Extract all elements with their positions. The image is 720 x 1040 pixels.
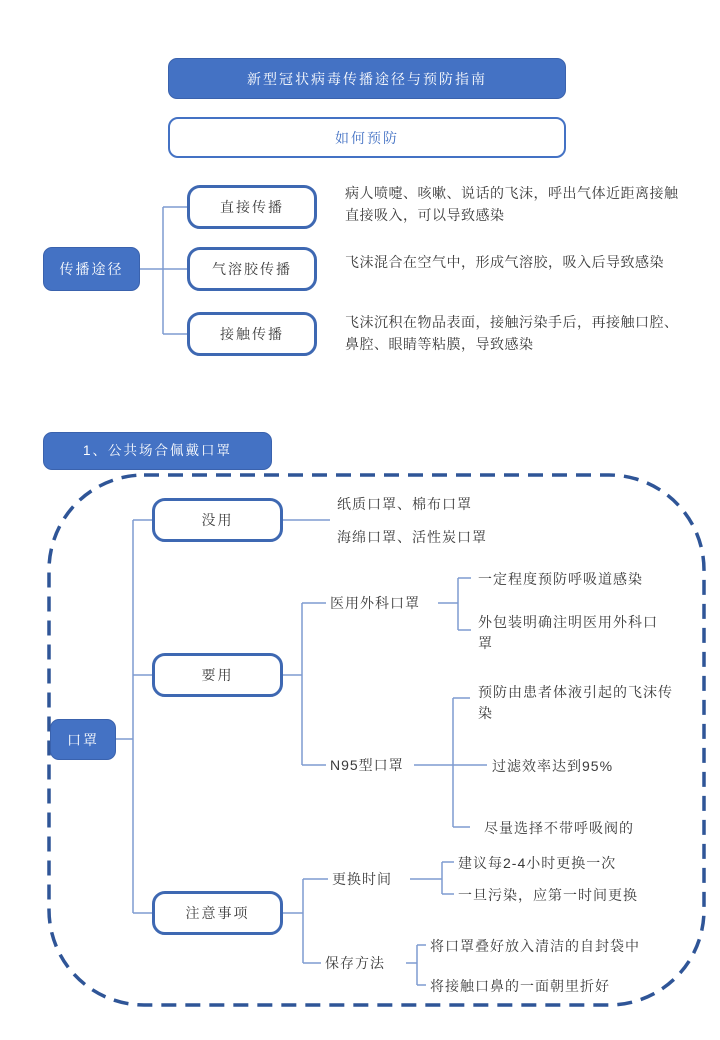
how-to-prevent-node: 如何预防 — [168, 117, 566, 158]
leaf-replace-2-4h: 建议每2-4小时更换一次 — [458, 855, 617, 871]
leaf-sponge-carbon-mask: 海绵口罩、活性炭口罩 — [337, 529, 487, 545]
leaf-replace-polluted: 一旦污染，应第一时间更换 — [458, 887, 638, 903]
leaf-filter-95: 过滤效率达到95% — [492, 758, 614, 774]
use-node: 要用 — [152, 653, 283, 697]
direct-transmission-desc: 病人喷嚏、咳嗽、说话的飞沫，呼出气体近距离接触直接吸入，可以导致感染 — [345, 185, 679, 223]
leaf-no-valve: 尽量选择不带呼吸阀的 — [484, 820, 634, 836]
replace-time-label: 更换时间 — [332, 871, 392, 887]
mask-section-header: 1、公共场合佩戴口罩 — [43, 432, 272, 470]
transmission-root-node: 传播途径 — [43, 247, 140, 291]
leaf-package-label: 外包装明确注明医用外科口罩 — [478, 614, 658, 651]
surgical-mask-label: 医用外科口罩 — [330, 595, 420, 611]
contact-transmission-node: 接触传播 — [187, 312, 317, 356]
leaf-fold-inward: 将接触口鼻的一面朝里折好 — [430, 978, 610, 994]
n95-mask-label: N95型口罩 — [330, 757, 404, 773]
storage-method-label: 保存方法 — [325, 955, 385, 971]
aerosol-transmission-desc: 飞沫混合在空气中，形成气溶胶，吸入后导致感染 — [345, 254, 664, 270]
contact-transmission-desc: 飞沫沉积在物品表面，接触污染手后，再接触口腔、鼻腔、眼睛等粘膜，导致感染 — [345, 314, 679, 352]
leaf-paper-cotton-mask: 纸质口罩、棉布口罩 — [337, 496, 472, 512]
mask-root-node: 口罩 — [50, 719, 116, 760]
leaf-prevent-respiratory: 一定程度预防呼吸道感染 — [478, 571, 643, 587]
aerosol-transmission-node: 气溶胶传播 — [187, 247, 317, 291]
leaf-store-bag: 将口罩叠好放入清洁的自封袋中 — [430, 938, 640, 954]
leaf-droplet-protection: 预防由患者体液引起的飞沫传染 — [478, 684, 673, 721]
direct-transmission-node: 直接传播 — [187, 185, 317, 229]
notes-node: 注意事项 — [152, 891, 283, 935]
dashed-border — [49, 475, 704, 1005]
useless-node: 没用 — [152, 498, 283, 542]
main-title-node: 新型冠状病毒传播途径与预防指南 — [168, 58, 566, 99]
